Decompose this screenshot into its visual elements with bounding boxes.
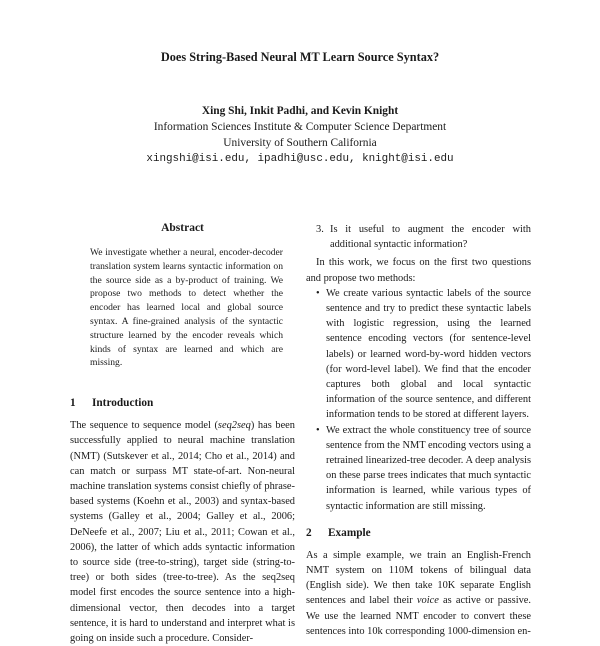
- author-names: Xing Shi, Inkit Padhi, and Kevin Knight: [201, 105, 399, 117]
- method-bullet-2-text: We extract the whole constituency tree of source sentence from the NMT encoding vectors using a retrained linearized-tree decoder. A deep analysis on these parse trees indicates that much syntactic information is learned, while various types of syntactic information are still missing.: [326, 424, 531, 512]
- introduction-number: 1: [70, 397, 76, 410]
- author-emails: xingshi@isi.edu, ipadhi@usc.edu, knight@isi.edu: [146, 153, 454, 165]
- affiliation-university: University of Southern California: [223, 137, 377, 149]
- question-3-number: 3.: [316, 224, 324, 235]
- example-heading: [306, 527, 531, 539]
- affiliation-institute: Information Sciences Institute & Computer Science Department: [153, 121, 447, 133]
- introduction-title: Introduction: [92, 397, 154, 410]
- abstract-text: We investigate whether a neural, encoder-decoder translation system learns syntactic information on the source side as a by-product of training. We propose two methods to detect whether the encoder has learned local and global source syntax. A fine-grained analysis of the syntactic structure learned by the encoder reveals which kinds of syntax are learned and which are missing.: [90, 247, 283, 369]
- intro-text-part-b: ) has been successfully applied to neural machine translation (NMT) (Sutskever et al., 2014; Cho et al., 2014) and can match or surpass MT state-of-art. Non-neural machine translation systems consist chiefly of phrase-based systems (Koehn et al., 2003) and syntax-based systems (Galley et al., 2004; Galley et al., 2006; DeNeefe et al., 2007; Liu et al., 2011; Cowan et al., 2006), the latter of which adds syntactic information to source side (tree-to-string), target side (string-to-tree) or both sides (tree-to-tree). As the seq2seq model first encodes the source sentence into a high-dimensional vector, then decodes into a target sentence, it is hard to understand and interpret what is going on inside such a procedure. Consider-: [70, 420, 295, 645]
- example-text-part-a: As a simple example, we train an English-French NMT system on 110M tokens of bilingual data (English side). We then take 10K separate English sentences and label their: [306, 549, 531, 607]
- introduction-heading: [70, 397, 295, 409]
- left-column: [70, 222, 295, 646]
- example-text-emphasis: voice: [416, 595, 439, 607]
- right-column: [306, 222, 531, 639]
- example-number: 2: [306, 526, 312, 539]
- introduction-paragraph: [70, 418, 295, 646]
- example-paragraph: [306, 548, 531, 639]
- example-text-part-b: as active or passive. We use the learned NMT encoder to convert these sentences into 10k corresponding 1000-dimension en-: [306, 595, 531, 637]
- bullet-icon: •: [316, 424, 320, 436]
- methods-intro-paragraph: In this work, we focus on the first two questions and propose two methods:: [306, 257, 531, 284]
- paper-title: Does String-Based Neural MT Learn Source Syntax?: [160, 50, 440, 64]
- intro-text-emphasis: seq2seq: [217, 420, 251, 432]
- example-title: Example: [328, 526, 371, 539]
- question-3: [306, 222, 531, 252]
- method-bullet-1-text: We create various syntactic labels of the source sentence and try to predict these syntactic labels with logistic regression, using the learned sentence encoding vectors (for sentence-level labels) or learned word-by-word hidden vectors (for word-level label). We find that the encoder captures both global and local syntactic information of the source sentence, and different information tends to be stored at different layers.: [326, 287, 531, 421]
- abstract-heading: Abstract: [161, 222, 204, 234]
- method-bullet-2: [306, 423, 531, 514]
- question-3-text: Is it useful to augment the encoder with additional syntactic information?: [330, 224, 531, 251]
- bullet-icon: •: [316, 287, 320, 299]
- intro-text-part-a: The sequence to sequence model (: [70, 420, 218, 432]
- method-bullet-1: [306, 286, 531, 423]
- author-block: [0, 103, 600, 167]
